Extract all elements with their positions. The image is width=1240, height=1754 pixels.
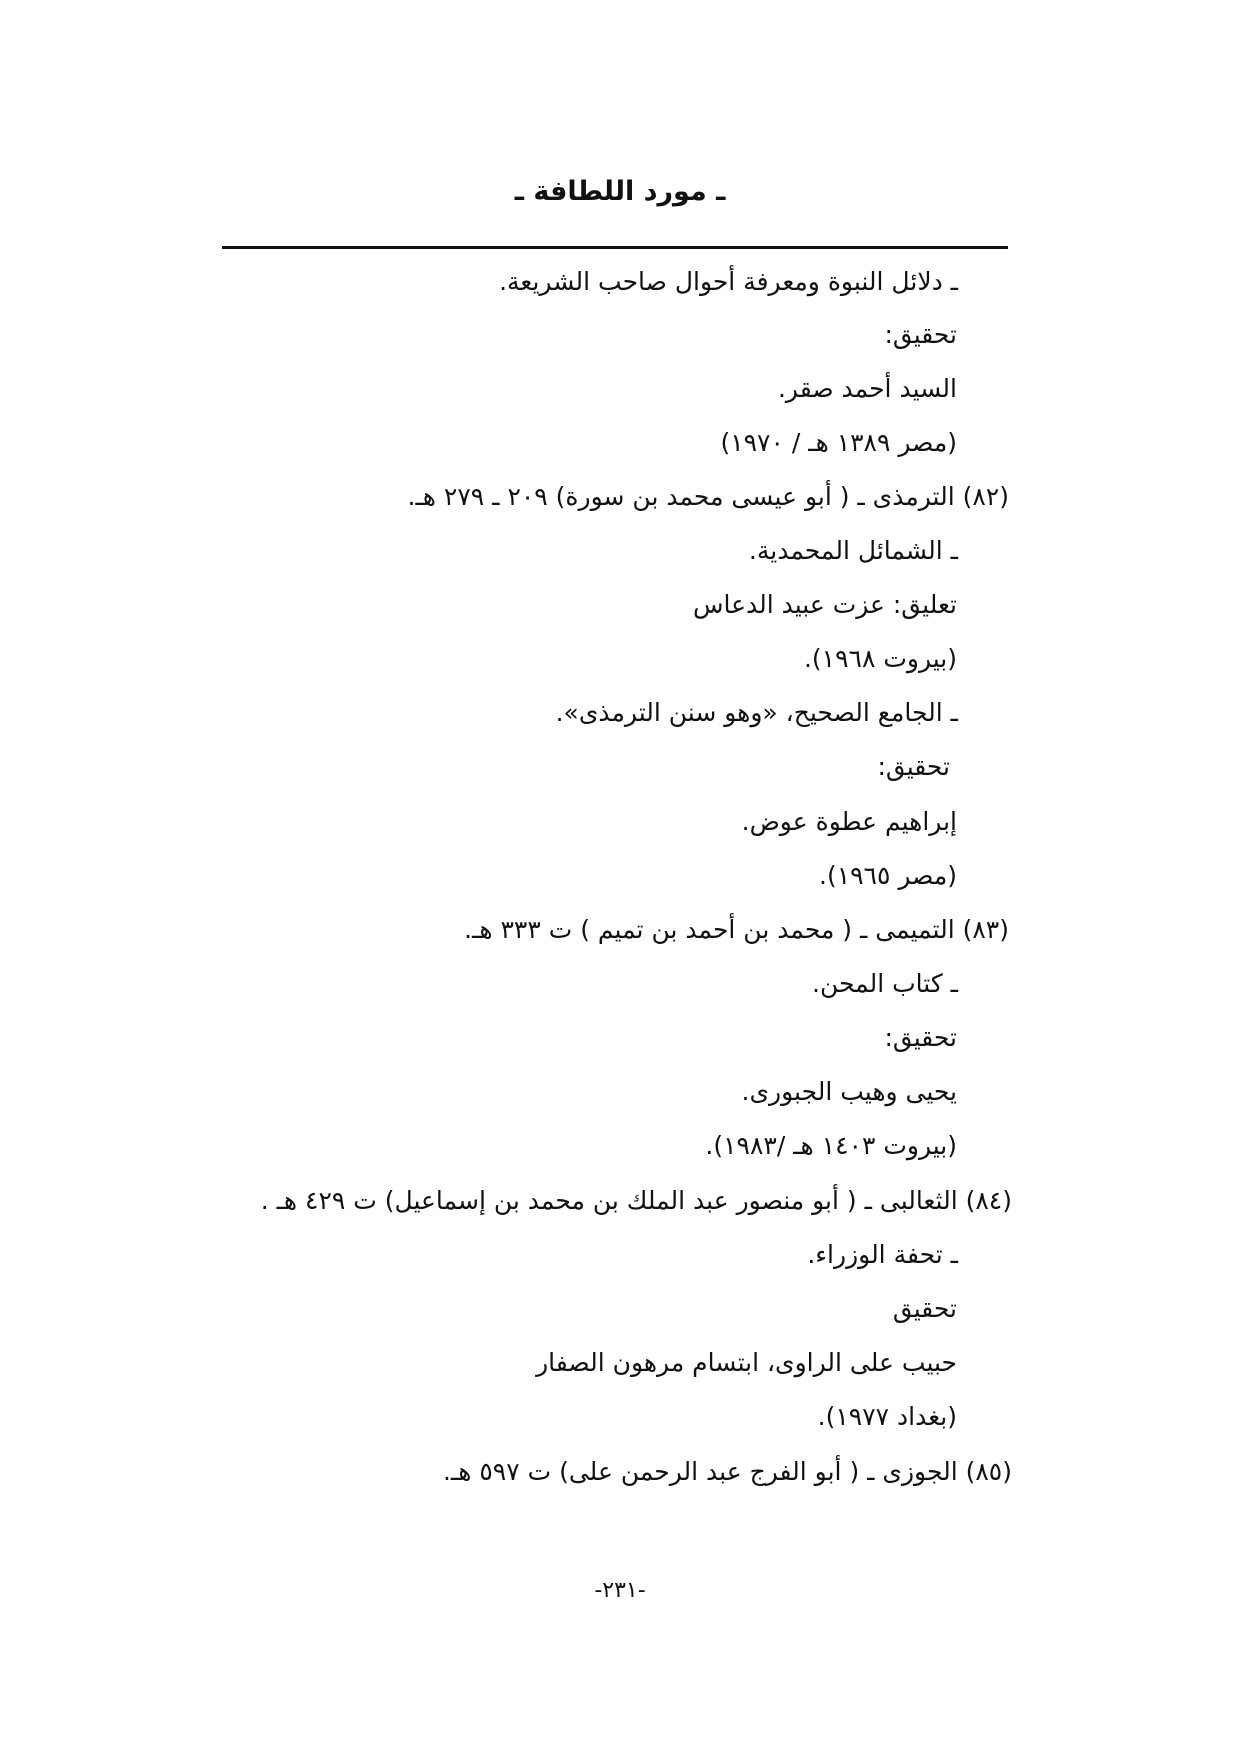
line-13: (٨٣) التميمى ـ ( محمد بن أحمد بن تميم ) ت ٣٣٣ هـ. [464, 915, 1009, 944]
page-header: ـ مورد اللطافة ـ [514, 176, 726, 207]
line-23: (٨٥) الجوزى ـ ( أبو الفرج عبد الرحمن على) ت ٥٩٧ هـ. [442, 1457, 1012, 1486]
line-2: تحقيق: [884, 320, 957, 349]
line-19: ـ تحفة الوزراء. [807, 1240, 958, 1269]
line-5: (٨٢) الترمذى ـ ( أبو عيسى محمد بن سورة) ٢٠٩ ـ ٢٧٩ هـ. [407, 482, 1009, 511]
line-18: (٨٤) الثعالبى ـ ( أبو منصور عبد الملك بن محمد بن إسماعيل) ت ٤٢٩ هـ . [260, 1186, 1012, 1215]
line-1: ـ دلائل النبوة ومعرفة أحوال صاحب الشريعة. [499, 267, 958, 296]
line-10: تحقيق: [877, 752, 950, 781]
line-12: (مصر ١٩٦٥). [819, 861, 957, 890]
page-number: -٢٣١- [594, 1578, 646, 1603]
line-15: تحقيق: [884, 1023, 957, 1052]
line-17: (بيروت ١٤٠٣ هـ /١٩٨٣). [705, 1131, 957, 1160]
line-21: حبيب على الراوى، ابتسام مرهون الصفار [536, 1348, 957, 1377]
line-6: ـ الشمائل المحمدية. [748, 536, 958, 565]
line-11: إبراهيم عطوة عوض. [741, 807, 957, 836]
line-3: السيد أحمد صقر. [777, 374, 957, 403]
line-4: (مصر ١٣٨٩ هـ / ١٩٧٠) [720, 428, 957, 457]
header-rule [222, 246, 1008, 249]
line-14: ـ كتاب المحن. [812, 969, 958, 998]
line-16: يحيى وهيب الجبورى. [741, 1077, 957, 1106]
line-7: تعليق: عزت عبيد الدعاس [692, 590, 957, 619]
line-20: تحقيق [892, 1294, 957, 1323]
line-8: (بيروت ١٩٦٨). [803, 644, 957, 673]
line-22: (بغداد ١٩٧٧). [817, 1402, 957, 1431]
line-9: ـ الجامع الصحيح، «وهو سنن الترمذى». [555, 698, 958, 727]
